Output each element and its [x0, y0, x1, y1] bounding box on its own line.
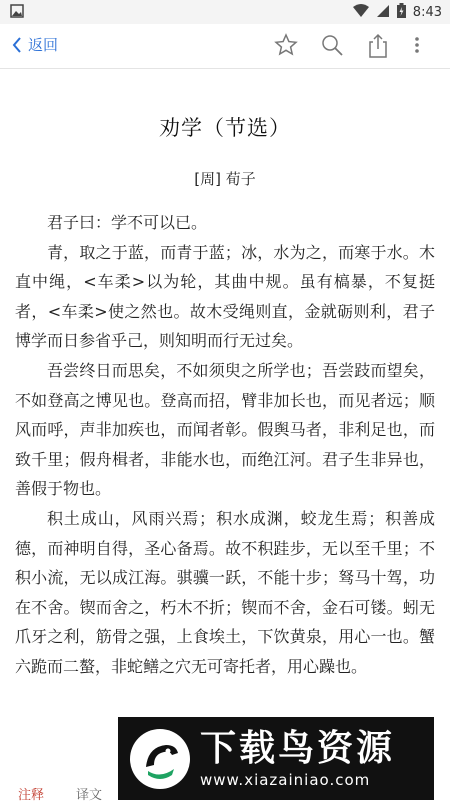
image-notification-icon — [10, 4, 24, 22]
more-icon[interactable] — [412, 33, 436, 59]
article-body — [15, 208, 435, 682]
watermark-name: 下载鸟资源 — [200, 727, 396, 769]
tab-notes[interactable]: 注释 — [18, 788, 45, 803]
bird-logo-icon — [128, 727, 192, 791]
paragraph: 青，取之于蓝，而青于蓝；冰，水为之，而寒于水。木直中绳，<车柔>以为轮，其曲中规。虽有槁暴，不复挺者，<车柔>使之然也。故木受绳则直，金就砺则利，君子博学而日参省乎己，则知明而行无过矣。 — [15, 242, 435, 351]
clock-time: 8:43 — [412, 5, 442, 20]
battery-icon — [397, 3, 406, 22]
paragraph: 君子曰：学不可以已。 — [47, 213, 208, 232]
status-bar — [0, 0, 450, 24]
paragraph: 积土成山，风雨兴焉；积水成渊，蛟龙生焉；积善成德，而神明自得，圣心备焉。故不积跬步，无以至千里；不积小流，无以成江海。骐骥一跃，不能十步；驽马十驾，功在不舍。锲而舍之，朽木不折；锲而不舍，金石可镂。蚓无爪牙之利，筋骨之强，上食埃土，下饮黄泉，用心一也。蟹六跪而二螯，非蛇鳝之穴无可寄托者，用心躁也。 — [15, 508, 435, 676]
article-author: [周] 荀子 — [194, 170, 256, 188]
bottom-tabs — [18, 784, 102, 803]
chevron-left-icon — [12, 37, 22, 53]
wifi-icon — [353, 4, 369, 22]
paragraph: 吾尝终日而思矣，不如须臾之所学也；吾尝跂而望矣，不如登高之博见也。登高而招，臂非加长也，而见者远；顺风而呼，声非加疾也，而闻者彰。假舆马者，非利足也，而致千里；假舟楫者，非能水也，而绝江河。君子生非异也，善假于物也。 — [15, 360, 435, 499]
signal-icon — [376, 4, 390, 22]
article-title: 劝学（节选） — [159, 116, 291, 140]
share-icon[interactable] — [366, 33, 390, 59]
watermark-url: www.xiazainiao.com — [200, 770, 371, 789]
toolbar — [0, 24, 450, 69]
watermark-banner — [118, 717, 434, 800]
star-icon[interactable] — [274, 33, 298, 59]
tab-translation[interactable]: 译文 — [76, 788, 103, 803]
back-button[interactable] — [12, 34, 58, 55]
back-label: 返回 — [28, 36, 59, 54]
search-icon[interactable] — [320, 33, 344, 59]
